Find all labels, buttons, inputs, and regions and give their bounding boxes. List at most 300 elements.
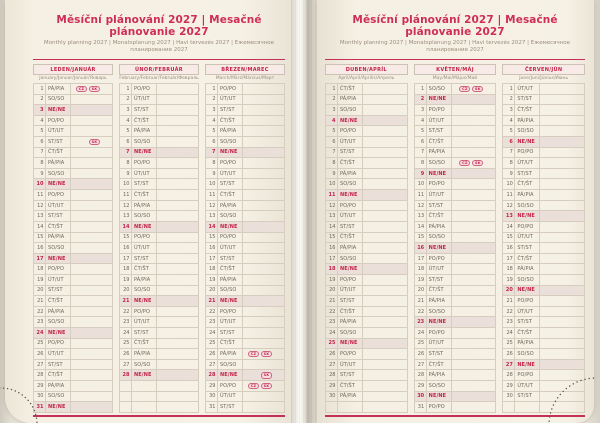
notes-cell — [362, 402, 408, 412]
notes-cell — [362, 243, 408, 253]
notes-cell — [70, 222, 113, 232]
weekday-label: ČT/ŠT — [514, 105, 539, 115]
weekday-label: ÚT/UT — [337, 360, 362, 370]
weekday-label: NE/NE — [337, 190, 362, 200]
day-row — [502, 137, 585, 148]
day-row — [205, 360, 285, 371]
day-row — [119, 349, 199, 360]
day-row — [119, 392, 199, 403]
day-row — [33, 84, 113, 95]
day-row — [205, 190, 285, 201]
weekday-label: ČT/ŠT — [131, 339, 156, 349]
weekday-label: SO/SO — [45, 317, 70, 327]
day-row — [33, 95, 113, 106]
weekday-label: ÚT/UT — [217, 392, 242, 402]
day-number: 19 — [33, 275, 45, 285]
notes-cell — [242, 148, 285, 158]
weekday-label: ST/ST — [131, 254, 156, 264]
day-number: 10 — [325, 179, 337, 189]
notes-cell — [156, 201, 199, 211]
day-row — [325, 233, 408, 244]
notes-cell — [242, 105, 285, 115]
weekday-label: ÚT/UT — [217, 95, 242, 105]
notes-cell — [70, 148, 113, 158]
day-number: 22 — [502, 307, 514, 317]
day-number: 31 — [205, 402, 217, 412]
day-number: 4 — [119, 116, 131, 126]
day-number: 31 — [414, 402, 426, 412]
notes-cell — [242, 126, 285, 136]
weekday-label: ČT/ŠT — [337, 307, 362, 317]
day-row — [502, 317, 585, 328]
day-number: 10 — [205, 179, 217, 189]
weekday-label: NE/NE — [131, 222, 156, 232]
notes-cell — [451, 307, 497, 317]
day-number: 11 — [33, 190, 45, 200]
notes-cell — [539, 190, 585, 200]
day-number: 21 — [33, 296, 45, 306]
month-column-january — [33, 64, 113, 413]
notes-cell — [70, 116, 113, 126]
day-row — [119, 286, 199, 297]
day-number: 28 — [502, 370, 514, 380]
notes-cell — [242, 275, 285, 285]
day-number: 5 — [205, 126, 217, 136]
weekday-label: SO/SO — [217, 286, 242, 296]
day-number: 6 — [414, 137, 426, 147]
notes-cell — [156, 360, 199, 370]
weekday-label: ÚT/UT — [426, 116, 451, 126]
holiday-badge-sk: SK — [89, 139, 100, 146]
day-row — [325, 286, 408, 297]
day-row — [205, 126, 285, 137]
day-number: 8 — [33, 158, 45, 168]
weekday-label: NE/NE — [426, 169, 451, 179]
weekday-label: ST/ST — [131, 105, 156, 115]
notes-cell — [539, 222, 585, 232]
day-row — [119, 275, 199, 286]
weekday-label: PÁ/PIA — [426, 296, 451, 306]
notes-cell — [451, 360, 497, 370]
day-row — [325, 126, 408, 137]
day-row — [502, 360, 585, 371]
weekday-label: PO/PO — [514, 296, 539, 306]
day-number: 14 — [119, 222, 131, 232]
weekday-label: PO/PO — [45, 264, 70, 274]
day-number: 13 — [119, 211, 131, 221]
weekday-label: PO/PO — [426, 254, 451, 264]
day-row — [205, 169, 285, 180]
notes-cell — [156, 349, 199, 359]
notes-cell — [70, 275, 113, 285]
day-row — [414, 201, 497, 212]
notes-cell — [70, 317, 113, 327]
notes-cell — [451, 190, 497, 200]
notes-cell — [362, 349, 408, 359]
day-number: 28 — [119, 370, 131, 380]
weekday-label: ČT/ŠT — [45, 370, 70, 380]
weekday-label: NE/NE — [45, 179, 70, 189]
weekday-label: PÁ/PIA — [426, 148, 451, 158]
day-number: 16 — [119, 243, 131, 253]
notes-cell — [70, 349, 113, 359]
weekday-label — [131, 392, 156, 402]
day-row — [325, 190, 408, 201]
weekday-label: PO/PO — [217, 233, 242, 243]
weekday-label: ČT/ŠT — [131, 190, 156, 200]
day-row — [119, 179, 199, 190]
notes-cell — [156, 296, 199, 306]
notes-cell — [451, 211, 497, 221]
day-row — [325, 201, 408, 212]
weekday-label: ST/ST — [217, 402, 242, 412]
notes-cell — [451, 328, 497, 338]
day-row — [325, 349, 408, 360]
notes-cell — [70, 307, 113, 317]
day-row — [414, 370, 497, 381]
day-number: 19 — [205, 275, 217, 285]
weekday-label: NE/NE — [131, 370, 156, 380]
notes-cell — [156, 190, 199, 200]
day-row — [33, 296, 113, 307]
day-row — [414, 349, 497, 360]
page-title: Měsíční plánování 2027 | Mesačné plánovanie 2027 — [352, 14, 558, 38]
day-row — [205, 158, 285, 169]
month-title: DUBEN/APRÍL — [325, 64, 408, 75]
day-row — [414, 211, 497, 222]
weekday-label: NE/NE — [426, 392, 451, 402]
weekday-label: SO/SO — [514, 201, 539, 211]
notes-cell — [451, 179, 497, 189]
day-row — [33, 190, 113, 201]
day-number: 27 — [205, 360, 217, 370]
notes-cell — [451, 148, 497, 158]
day-number: 8 — [325, 158, 337, 168]
weekday-label: PO/PO — [426, 179, 451, 189]
day-row — [502, 402, 585, 413]
day-number: 20 — [325, 286, 337, 296]
day-number: 18 — [414, 264, 426, 274]
day-row — [205, 307, 285, 318]
day-row — [33, 275, 113, 286]
day-number: 6 — [119, 137, 131, 147]
day-number: 17 — [325, 254, 337, 264]
day-row — [33, 116, 113, 127]
day-row — [33, 222, 113, 233]
weekday-label: NE/NE — [514, 211, 539, 221]
day-number: 6 — [33, 137, 45, 147]
day-row — [502, 381, 585, 392]
weekday-label: PO/PO — [45, 339, 70, 349]
day-number: 26 — [414, 349, 426, 359]
weekday-label: PÁ/PIA — [337, 243, 362, 253]
notes-cell — [362, 158, 408, 168]
day-number: 28 — [205, 370, 217, 380]
day-row — [33, 381, 113, 392]
day-row — [205, 233, 285, 244]
day-number — [119, 402, 131, 412]
notes-cell — [451, 381, 497, 391]
day-row — [205, 201, 285, 212]
weekday-label: PÁ/PIA — [337, 392, 362, 402]
day-number: 27 — [33, 360, 45, 370]
weekday-label: ÚT/UT — [337, 137, 362, 147]
weekday-label: PO/PO — [217, 158, 242, 168]
weekday-label: ST/ST — [426, 126, 451, 136]
day-number: 7 — [325, 148, 337, 158]
weekday-label: ST/ST — [217, 105, 242, 115]
day-number: 1 — [502, 84, 514, 94]
notes-cell — [539, 370, 585, 380]
weekday-label: SO/SO — [131, 137, 156, 147]
day-row — [325, 179, 408, 190]
day-number: 11 — [325, 190, 337, 200]
day-number: 8 — [205, 158, 217, 168]
day-number: 22 — [119, 307, 131, 317]
day-row — [205, 95, 285, 106]
day-number: 2 — [33, 95, 45, 105]
weekday-label: PÁ/PIA — [426, 370, 451, 380]
weekday-label: NE/NE — [45, 402, 70, 412]
day-row — [325, 148, 408, 159]
month-subtitle: April/April/Április/Апрель — [338, 76, 395, 81]
day-number: 25 — [205, 339, 217, 349]
month-title: KVĚTEN/MÁJ — [414, 64, 497, 75]
day-number: 3 — [325, 105, 337, 115]
notes-cell — [362, 116, 408, 126]
weekday-label: ÚT/UT — [217, 243, 242, 253]
day-row — [205, 392, 285, 403]
weekday-label: ST/ST — [514, 317, 539, 327]
notes-cell — [156, 222, 199, 232]
weekday-label: SO/SO — [426, 158, 451, 168]
day-row — [119, 222, 199, 233]
left-page — [5, 0, 293, 423]
weekday-label: ČT/ŠT — [131, 116, 156, 126]
weekday-label: SO/SO — [217, 360, 242, 370]
day-row — [414, 254, 497, 265]
weekday-label: ÚT/UT — [514, 381, 539, 391]
notes-cell — [242, 233, 285, 243]
day-number: 30 — [502, 392, 514, 402]
notes-cell — [539, 233, 585, 243]
day-number: 18 — [205, 264, 217, 274]
notes-cell — [362, 222, 408, 232]
weekday-label: NE/NE — [217, 222, 242, 232]
day-row — [205, 254, 285, 265]
weekday-label: ČT/ŠT — [45, 148, 70, 158]
day-number: 9 — [205, 169, 217, 179]
day-number: 29 — [325, 381, 337, 391]
day-number — [119, 381, 131, 391]
holiday-badge-sk: SK — [89, 86, 100, 93]
weekday-label: ST/ST — [45, 211, 70, 221]
notes-cell — [362, 169, 408, 179]
notes-cell — [242, 137, 285, 147]
page-subtitle: Monthly planning 2027 | Monatsplanung 2027 | Havi tervezés 2027 | Ежемесячное планирование 2027 — [43, 40, 275, 53]
day-row — [502, 392, 585, 403]
notes-cell — [242, 402, 285, 412]
holiday-badge-cz: CZ — [459, 160, 470, 167]
month-subtitle: March/März/Március/Март — [215, 76, 275, 81]
day-number: 23 — [33, 317, 45, 327]
day-row — [414, 317, 497, 328]
weekday-label: ÚT/UT — [337, 286, 362, 296]
holiday-badge-sk: SK — [472, 160, 483, 167]
day-number: 16 — [33, 243, 45, 253]
weekday-label: SO/SO — [217, 137, 242, 147]
weekday-label: ČT/ŠT — [514, 254, 539, 264]
day-row — [33, 328, 113, 339]
day-number: 17 — [205, 254, 217, 264]
day-number: 21 — [414, 296, 426, 306]
weekday-label: SO/SO — [131, 211, 156, 221]
day-number: 20 — [414, 286, 426, 296]
notes-cell — [70, 381, 113, 391]
notes-cell — [451, 349, 497, 359]
day-row — [33, 254, 113, 265]
day-number: 9 — [33, 169, 45, 179]
notes-cell — [70, 360, 113, 370]
notes-cell — [362, 126, 408, 136]
notes-cell — [156, 275, 199, 285]
day-row — [205, 402, 285, 413]
notes-cell — [539, 243, 585, 253]
notes-cell — [539, 392, 585, 402]
weekday-label — [131, 381, 156, 391]
day-number: 16 — [205, 243, 217, 253]
weekday-label: ÚT/UT — [45, 275, 70, 285]
day-number: 13 — [502, 211, 514, 221]
day-row — [119, 328, 199, 339]
day-number: 1 — [205, 84, 217, 94]
day-row — [119, 370, 199, 381]
notes-cell — [156, 116, 199, 126]
day-number: 21 — [205, 296, 217, 306]
day-row — [33, 201, 113, 212]
day-number: 14 — [414, 222, 426, 232]
day-number: 6 — [325, 137, 337, 147]
weekday-label: SO/SO — [337, 254, 362, 264]
day-row — [414, 381, 497, 392]
day-row — [205, 296, 285, 307]
month-subtitle: June/Juni/Június/Июнь — [519, 76, 569, 81]
day-row — [119, 233, 199, 244]
weekday-label: ÚT/UT — [514, 307, 539, 317]
day-row — [502, 169, 585, 180]
notes-cell — [539, 275, 585, 285]
notes-cell — [539, 201, 585, 211]
weekday-label: NE/NE — [337, 116, 362, 126]
day-row — [502, 179, 585, 190]
day-row — [502, 275, 585, 286]
day-row — [414, 126, 497, 137]
weekday-label: ČT/ŠT — [426, 360, 451, 370]
notes-cell — [70, 190, 113, 200]
holiday-badge-sk: SK — [261, 383, 272, 390]
notes-cell — [362, 105, 408, 115]
day-number: 31 — [33, 402, 45, 412]
day-row — [33, 392, 113, 403]
day-number: 26 — [205, 349, 217, 359]
notes-cell — [70, 339, 113, 349]
notes-cell — [362, 339, 408, 349]
day-number: 13 — [205, 211, 217, 221]
day-number: 24 — [119, 328, 131, 338]
weekday-label: ST/ST — [426, 349, 451, 359]
weekday-label: PÁ/PIA — [45, 158, 70, 168]
day-number: 12 — [205, 201, 217, 211]
weekday-label: ČT/ŠT — [426, 286, 451, 296]
weekday-label: ÚT/UT — [217, 169, 242, 179]
notes-cell — [451, 105, 497, 115]
weekday-label — [131, 402, 156, 412]
day-number: 15 — [325, 233, 337, 243]
day-row — [502, 264, 585, 275]
weekday-label: ČT/ŠT — [337, 381, 362, 391]
day-row — [33, 233, 113, 244]
day-number — [325, 402, 337, 412]
weekday-label: NE/NE — [45, 254, 70, 264]
day-row — [33, 211, 113, 222]
day-number: 24 — [502, 328, 514, 338]
weekday-label: ÚT/UT — [131, 243, 156, 253]
notes-cell — [362, 95, 408, 105]
day-row — [119, 190, 199, 201]
day-row — [119, 95, 199, 106]
weekday-label: ST/ST — [426, 201, 451, 211]
day-number: 28 — [325, 370, 337, 380]
day-row — [119, 84, 199, 95]
day-row — [502, 158, 585, 169]
day-number: 26 — [119, 349, 131, 359]
weekday-label: ČT/ŠT — [426, 137, 451, 147]
day-row — [33, 317, 113, 328]
notes-cell — [539, 158, 585, 168]
holiday-badge-sk: SK — [472, 86, 483, 93]
day-row — [205, 148, 285, 159]
weekday-label: PO/PO — [217, 307, 242, 317]
day-row — [502, 126, 585, 137]
notes-cell — [156, 148, 199, 158]
weekday-label: ÚT/UT — [45, 126, 70, 136]
notes-cell — [451, 254, 497, 264]
day-number: 8 — [119, 158, 131, 168]
day-number: 4 — [414, 116, 426, 126]
notes-cell — [156, 105, 199, 115]
notes-cell — [539, 317, 585, 327]
notes-cell — [539, 179, 585, 189]
weekday-label: ÚT/UT — [426, 339, 451, 349]
day-number: 3 — [33, 105, 45, 115]
notes-cell — [362, 317, 408, 327]
day-row — [502, 349, 585, 360]
notes-cell — [451, 222, 497, 232]
weekday-label: PO/PO — [514, 148, 539, 158]
day-number: 29 — [502, 381, 514, 391]
notes-cell — [362, 179, 408, 189]
day-row — [414, 190, 497, 201]
day-row — [33, 169, 113, 180]
day-number: 25 — [325, 339, 337, 349]
day-number: 9 — [502, 169, 514, 179]
day-row — [33, 148, 113, 159]
weekday-label: NE/NE — [131, 148, 156, 158]
day-number: 17 — [33, 254, 45, 264]
notes-cell — [362, 275, 408, 285]
day-number: 25 — [414, 339, 426, 349]
notes-cell — [362, 307, 408, 317]
